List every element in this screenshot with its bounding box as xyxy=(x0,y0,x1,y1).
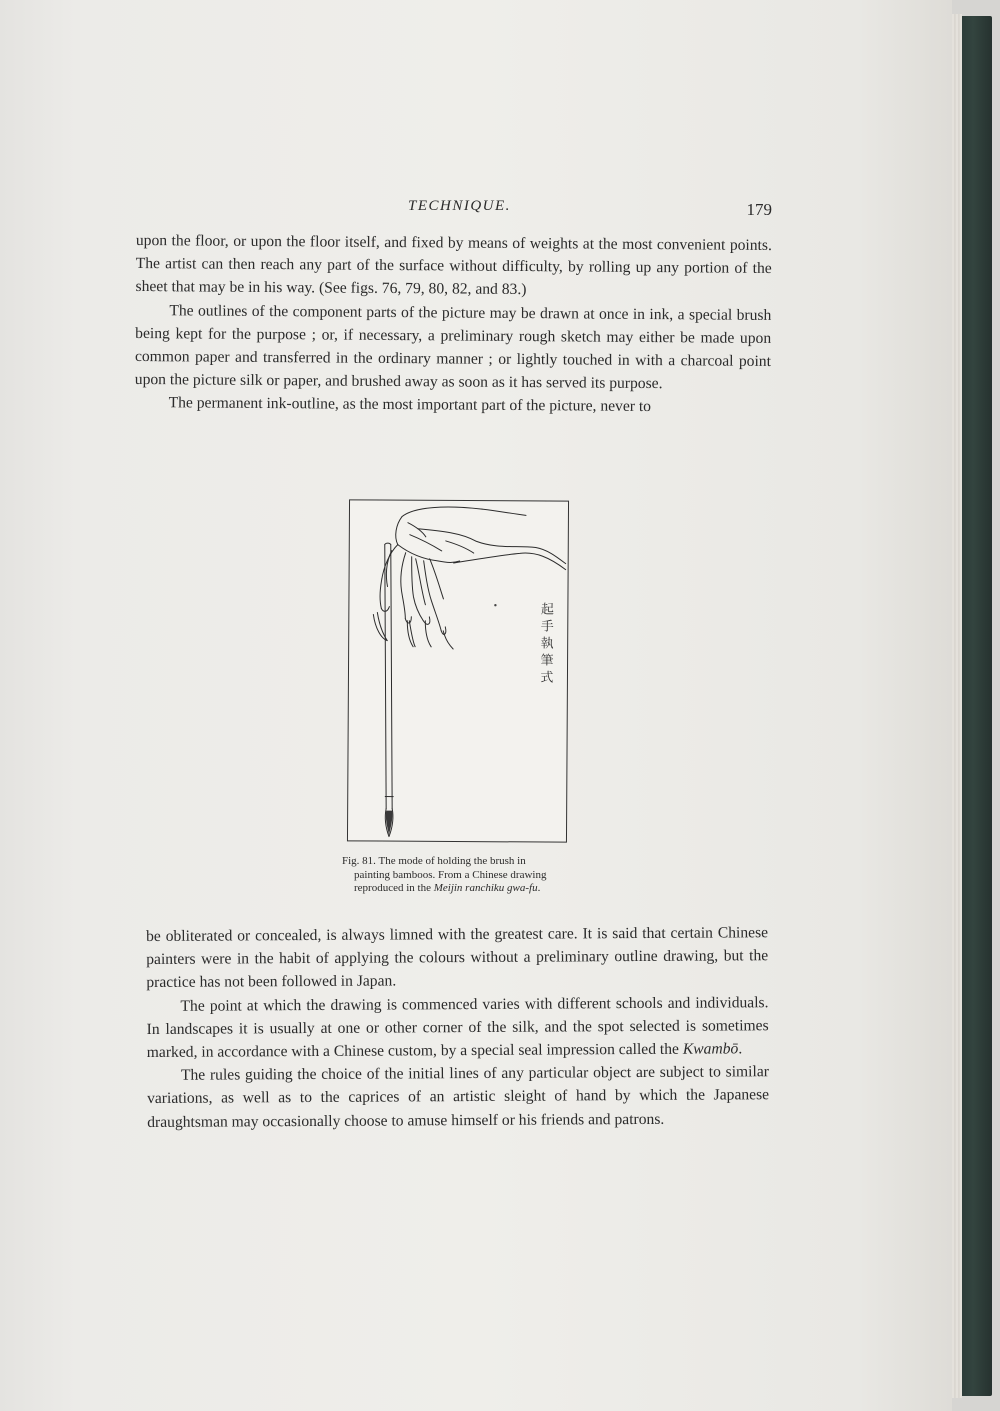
caption-line: Fig. 81. The mode of holding the brush in xyxy=(342,855,526,867)
paragraph: upon the floor, or upon the floor itself, and fixed by means of weights at the most convenient points. The artist can then reach any part of the surface without difficulty, by rolling up any portion of the sheet that may be in his way. (See figs. 76, 79, 80, 82, and 83.) xyxy=(135,231,772,299)
running-title: TECHNIQUE. xyxy=(408,198,511,214)
paragraph: The outlines of the component parts of the picture may be drawn at once in ink, a special brush being kept for the purpose ; or, if necessary, a preliminary rough sketch may either be made upon common paper and transferred in the ordinary manner ; or lightly touched in with a charcoal point upon the picture silk or paper, and brushed away as soon as it has served its purpose. xyxy=(134,301,772,393)
figure-caption xyxy=(342,855,578,896)
caption-text: reproduced in the xyxy=(354,882,434,894)
caption-text: . xyxy=(537,882,541,894)
paragraph: be obliterated or concealed, is always limned with the greatest care. It is said that certain Chinese painters were in the habit of applying the colours without a preliminary outline drawing, but the practice has not been followed in Japan. xyxy=(146,924,769,992)
italic-term: Kwambō xyxy=(682,1040,739,1058)
paragraph-text: The point at which the drawing is commenced varies with different schools and individuals. In landscapes it is usually at one or other corner of the silk, and the spot selected is sometimes marked, in accordance with a Chinese custom, by a special seal impression called the xyxy=(146,993,769,1062)
paragraph xyxy=(146,991,768,1064)
chinese-inscription: 起手執筆式 xyxy=(540,602,554,686)
figure-brush-drawing xyxy=(347,499,569,842)
book-cover-edge xyxy=(958,16,992,1396)
caption-line: painting bamboos. From a Chinese drawing xyxy=(354,868,547,881)
text-block-top xyxy=(135,229,772,420)
paragraph: The permanent ink-outline, as the most important part of the picture, never to xyxy=(168,394,652,416)
paragraph: The rules guiding the choice of the initial lines of any particular object are subject to similar variations, as well as to the caprices of an artistic sleight of hand by which the Japanese draughtsman may occasionally choose to amuse himself or his friends and patrons. xyxy=(147,1063,770,1131)
page-header xyxy=(120,198,772,222)
page-number: 179 xyxy=(746,200,772,219)
caption-line xyxy=(342,882,578,896)
caption-title: Meijin ranchiku gwa-fu xyxy=(433,882,538,894)
text-block-bottom xyxy=(146,921,769,1134)
paragraph-text: . xyxy=(738,1040,743,1058)
hand-holding-brush-illustration xyxy=(348,500,568,841)
